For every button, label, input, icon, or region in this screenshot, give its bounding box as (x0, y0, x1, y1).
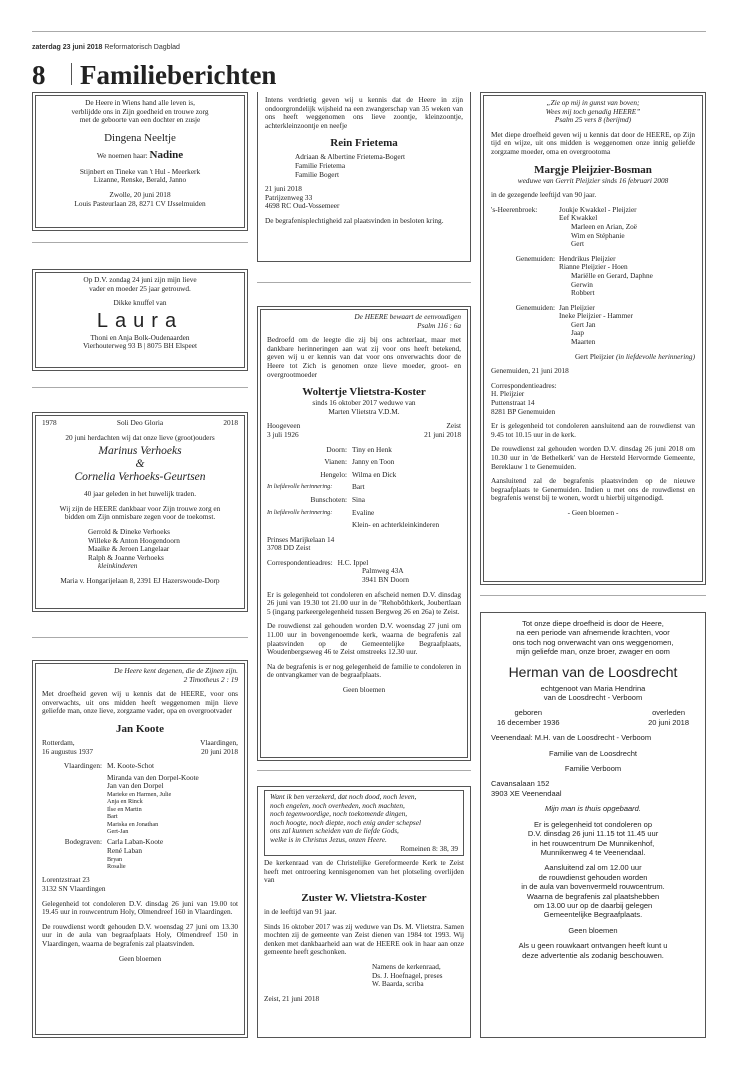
grandchild: Gert Jan (571, 319, 596, 329)
intro-line: De Heere in Wiens hand alle leven is, (85, 98, 195, 107)
grandchildren: kleinkinderen (98, 561, 138, 571)
family-member: Hendrikus Pleijzier (559, 253, 616, 263)
parents: Thoni en Anja Bolk-Oudenaarden (90, 332, 190, 342)
family-location: Hengelo: (320, 469, 347, 479)
family-member: Evaline (352, 507, 375, 517)
grandchild: Mariska en Jonathan (107, 820, 159, 828)
spouse-name: Cornelia Verhoeks-Geurtsen (74, 471, 206, 484)
correspondence-address: 3941 BN Doorn (362, 575, 410, 585)
family-location: Bodegraven: (64, 837, 102, 847)
grandchild: Anja en Rinck (107, 798, 143, 806)
condolence-line: D.V. dinsdag 26 juni 11.15 tot 11.45 uur (527, 829, 659, 839)
age: in de leeftijd van 91 jaar. (264, 906, 337, 916)
condolence-info: Er is gelegenheid tot condoleren en afscheid nemen D.V. dinsdag 26 juni van 19.30 tot 21.00 uur in de "Rehobôthkerk, Joubertlaan 5 (ingang parkeergelegenheid tussen Bergweg 26 en 26a) te Zeist. (267, 589, 461, 616)
condolence-line: Munnikenweg 4 te Veenendaal. (540, 847, 646, 857)
anniversary-announcement (32, 269, 248, 371)
wedding-anniversary-announcement (32, 412, 248, 612)
grandchild: Rosalie (107, 862, 126, 870)
death-notice-margje-pleijzier (480, 92, 706, 585)
verse-line: ons zal kunnen scheiden van de liefde Gods, (270, 826, 399, 836)
grandchildren: Klein- en achterkleinkinderen (352, 520, 440, 530)
memory-label: In liefdevolle herinnering: (267, 483, 333, 491)
verse-line: noch hoogte, noch diepte, noch enig ander schepsel (270, 817, 421, 827)
bible-verse: De Heere kent degenen, die de Zijnen zijn. (114, 666, 238, 675)
page-number-divider (71, 63, 72, 85)
family-member: Wilma en Dick (352, 469, 397, 479)
grandchild: Jaap (571, 328, 584, 338)
intro-line: verblijdde ons in Zijn goedheid en trouwe zorg (71, 106, 209, 116)
correspondence-address: 8281 BP Genemuiden (491, 406, 556, 416)
grandchild: Gert (571, 239, 584, 249)
deceased-name: Jan Koote (116, 722, 164, 735)
memory-label: In liefdevolle herinnering: (267, 508, 333, 516)
birth-label: geboren (514, 708, 543, 718)
family-member: Familie Frietema (295, 160, 346, 170)
funeral-line: in de aula van bovenvermeld rouwcentrum. (521, 882, 665, 892)
address: Prinses Marijkelaan 14 (267, 534, 335, 544)
flowers-note: Geen bloemen (342, 685, 386, 694)
family-location: 's-Heerenbroek: (491, 204, 538, 214)
year-to: 2018 (223, 418, 238, 427)
funeral-info: De rouwdienst zal gehouden worden D.V. woensdag 27 juni om 11.00 uur in bovengenoemde kerk, waarna de begrafenis zal plaatsvinden op de Gemeentelijke Begraafplaats, Woudenbergseweg 46 te Zeist omstreeks 12.30 uur. (267, 621, 461, 657)
family-member: Willeke & Anton Hoogendoorn (88, 535, 180, 545)
birth-date: 3 juli 1926 (267, 429, 299, 439)
address: Louis Pasteurlaan 28, 8271 CV IJsselmuiden (74, 198, 206, 208)
spouse-name: van de Loosdrecht - Verboom (543, 693, 643, 703)
address: 4698 RC Oud-Vossemeer (265, 201, 340, 211)
death-date: 21 juni 2018 (424, 429, 461, 439)
death-notice-herman-van-de-loosdrecht (480, 612, 706, 1038)
verse-reference: Psalm 116 : 6a (417, 320, 461, 330)
lying-in-state-note: Mijn man is thuis opgebaard. (545, 804, 641, 814)
deceased-name: Rein Frietema (330, 137, 398, 150)
flowers-note: Geen bloemen (118, 953, 162, 963)
bible-verse: De HEERE bewaart de eenvoudigen (354, 312, 461, 321)
death-notice-rein-frietema (257, 92, 471, 262)
signature-line: Ds. J. Hoefnagel, preses (372, 970, 443, 980)
ampersand: & (135, 458, 145, 471)
text-line: Dikke knuffel van (113, 298, 167, 308)
year-from: 1978 (42, 418, 57, 427)
correspondence-label: Correspondentieadres: (491, 380, 557, 390)
family-member: Eef Kwakkel (559, 213, 598, 223)
family-member: Bart (352, 482, 365, 492)
funeral-line: Waarna de begrafenis zal plaatshebben (526, 891, 660, 901)
announcement-text: Met droefheid geven wij u kennis dat de HEERE, voor ons onverwachts, uit ons midden heeft weggenomen mijn lieve geliefde man, onze lieve, zorgzame vader, opa en overgrootvader (42, 689, 238, 716)
text-line: Wij zijn de HEERE dankbaar voor Zijn trouwe zorg en (59, 503, 221, 513)
intro-line: ons toch nog onverwacht van ons weggenomen, (512, 637, 674, 647)
family-member: Jan van den Dorpel (107, 781, 164, 791)
verse-line: Want ik ben verzekerd, dat noch dood, noch leven, (270, 792, 417, 801)
death-notice-jan-koote (32, 660, 248, 1038)
flowers-note: - Geen bloemen - (567, 507, 619, 517)
place-date: Zwolle, 20 juni 2018 (109, 189, 171, 199)
widow-of: weduwe van Gerrit Pleijzier sinds 16 februari 2008 (517, 175, 669, 185)
verse-line: noch tegenwoordige, noch toekomende dingen, (270, 809, 408, 819)
date-header: zaterdag 23 juni 2018 Reformatorisch Dagblad (32, 44, 180, 51)
late-husband: Marten Vlietstra V.D.M. (328, 406, 400, 416)
death-label: overleden (652, 708, 686, 718)
signature-line: W. Baarda, scriba (372, 979, 424, 989)
burial-info: Aansluitend zal de begrafenis plaatsvinden op de nieuwe begraafplaats te Genemuiden. Indien u met ons de rouwdienst en begrafenis wenst bij te wonen, wordt u hierbij uitgenodigd. (491, 476, 695, 503)
correspondence-address: Palmweg 43A (362, 566, 404, 576)
grandchild: Wim en Stéphanie (571, 230, 625, 240)
address: 3903 XE Veenendaal (491, 788, 562, 798)
family-member: Rianne Pleijzier - Hoen (559, 262, 628, 272)
separator (32, 387, 248, 388)
address: Patrijzenweg 33 (265, 192, 313, 202)
deceased-name: Herman van de Loosdrecht (508, 663, 678, 680)
family-member: Sina (352, 494, 365, 504)
address: Cavansalaan 152 (491, 779, 550, 789)
family-member: Familie van de Loosdrecht (549, 748, 637, 758)
funeral-info: De rouwdienst wordt gehouden D.V. woensdag 27 juni om 13.30 uur in de aula van begraafplaats Holy, Olmendreef 150 in Vlaardingen, waarna de begrafenis zal plaatsvinden. (42, 921, 238, 948)
family-member: M. Koote-Schot (107, 761, 155, 771)
death-place: Vlaardingen, (200, 737, 238, 747)
correspondence-name: H.C. Ippel (337, 557, 369, 567)
address: Vierhouterweg 93 B | 8075 BH Elspeet (82, 341, 198, 351)
address: Maria v. Hongarijelaan 8, 2391 EJ Hazerswoude-Dorp (60, 575, 220, 585)
grandchild: Mariëlle en Gerard, Daphne (571, 270, 653, 280)
birth-date: 16 augustus 1937 (42, 746, 94, 756)
announcement-text: Intens verdrietig geven wij u kennis dat de Heere in zijn ondoorgrondelijk wijsheid na een zwangerschap van 35 weken van ons heeft weggenomen ons lieve zoontje, kleinzoontje, achterkleinzoontje en neefje (265, 95, 463, 130)
intro-line: na een periode van afnemende krachten, voor (516, 628, 670, 638)
handwritten-signature: Laura (96, 309, 184, 332)
closing-line: deze advertentie als zodanig beschouwen. (522, 950, 664, 960)
condolence-line: Er is gelegenheid tot condoleren op (533, 819, 652, 829)
text-line: 40 jaar geleden in het huwelijk traden. (83, 489, 197, 499)
correspondence-address: Puttenstraat 14 (491, 398, 535, 408)
family-location: Vlaardingen: (63, 761, 102, 771)
family-member: Familie Verboom (564, 764, 622, 774)
closing-line: Als u geen rouwkaart ontvangen heeft kunt u (518, 941, 668, 951)
separator (257, 770, 471, 771)
age: in de gezegende leeftijd van 90 jaar. (491, 190, 597, 200)
grandchild: Gert-Jan (107, 827, 129, 835)
family-member: René Laban (107, 845, 143, 855)
announcement-text: Bedroefd om de leegte die zij bij ons achterlaat, maar met dankbare herinneringen aan wat zij voor ons heeft betekend, geven wij u er kennis van dat voor ons onverwachts door de Heere tot Zich is genomen onze lieve moeder, groot- en overgrootmoeder (267, 335, 461, 379)
family-location: Doorn: (326, 444, 347, 454)
family-member: Maaike & Jeroen Langelaar (88, 544, 170, 554)
deceased-name: Zuster W. Vlietstra-Koster (301, 891, 427, 904)
verse-line: noch engelen, noch overheden, noch machten, (270, 800, 405, 810)
text-line: bidden om Zijn onmisbare zegen voor de toekomst. (64, 512, 216, 522)
family-member: Ineke Pleijzier - Hammer (559, 311, 633, 321)
family-member: Jan Pleijzier (559, 302, 595, 312)
church-council-notice (257, 786, 471, 1038)
grandchild: Bryan (107, 855, 123, 863)
deceased-name: Woltertje Vlietstra-Koster (302, 386, 426, 399)
widow-of: sinds 16 oktober 2017 weduwe van (312, 398, 416, 408)
deceased-name: Margje Pleijzier-Bosman (534, 163, 652, 176)
flowers-note: Geen bloemen (568, 925, 618, 935)
section-title: Familieberichten (80, 60, 277, 90)
siblings: Lizanne, Renske, Berald, Janno (93, 175, 187, 185)
text-line: vader en moeder 25 jaar getrouwd. (89, 283, 191, 293)
text-line: Op D.V. zondag 24 juni zijn mijn lieve (83, 275, 197, 284)
announcement-text: De kerkenraad van de Christelijke Gereformeerde Kerk te Zeist heeft met ontroering kennisgenomen van het plotseling overlijden van (264, 858, 464, 885)
family-location: Genemuiden: (515, 302, 555, 312)
date: 21 juni 2018 (265, 184, 302, 194)
signature-line: Namens de kerkenraad, (372, 961, 441, 971)
grandchild: Ilse en Martin (107, 805, 142, 813)
intro-line: met de geboorte van een dochter en zusje (79, 115, 201, 125)
text-line: 20 juni herdachten wij dat onze lieve (groot)ouders (65, 432, 215, 442)
birth-place: Rotterdam, (42, 737, 75, 747)
funeral-line: Aansluitend zal om 12.00 uur (544, 863, 642, 873)
separator (32, 242, 248, 243)
birth-announcement (32, 92, 248, 231)
spouse-of: echtgenoot van Maria Hendrina (540, 683, 646, 693)
family-location: Bunschoten: (310, 494, 347, 504)
separator (480, 595, 706, 596)
verse-line: Wees mij toch genadig HEERE” (545, 106, 641, 116)
parents: Stijnbert en Tineke van 't Hul - Meerkerk (79, 166, 201, 176)
condolence-line: in het rouwcentrum De Munnikenhof, (531, 838, 655, 848)
family-location: Genemuiden: (515, 253, 555, 263)
family-member: Tiny en Henk (352, 444, 392, 454)
grandchild: Marieke en Harmen, Julie (107, 790, 172, 798)
family-member: Gerrold & Dineke Verhoeks (88, 526, 170, 536)
separator (32, 637, 248, 638)
in-memory: Gert Pleijzier (in liefdevolle herinnering) (575, 351, 695, 361)
verse-reference: Romeinen 8: 38, 39 (400, 843, 458, 853)
family-location: Vianen: (324, 457, 347, 467)
after-funeral-note: Na de begrafenis is er nog gelegenheid de familie te condoleren in de ontvangkamer van de begraafplaats. (267, 661, 461, 680)
family-member: Ralph & Joanne Verhoeks (88, 552, 164, 562)
address: 3708 DD Zeist (267, 543, 311, 553)
death-notice-woltertje-vlietstra (257, 306, 471, 761)
grandchild: Robbert (571, 288, 595, 298)
grandchild: Marleen en Arian, Zoë (571, 221, 638, 231)
birth-date: 16 december 1936 (497, 717, 560, 727)
motto: Soli Deo Gloria (116, 418, 164, 427)
funeral-info: De rouwdienst zal gehouden worden D.V. dinsdag 26 juni 2018 om 10.30 uur in 'de Bethelkerk' van de Hersteld Hervormde Gemeente, Bereklauw 1 te Genemuiden. (491, 444, 695, 471)
correspondence-address: H. Pleijzier (491, 389, 525, 399)
place-date: Zeist, 21 juni 2018 (264, 993, 320, 1003)
body-text: Sinds 16 oktober 2017 was zij weduwe van Ds. M. Vlietstra. Samen mochten zij de gemeente van Zeist dienen van 1984 tot 1993. Wij denken met dankbaarheid aan wat de HEERE ook in haar aan onze gemeente heeft geschonken. (264, 921, 464, 957)
page-number: 8 (32, 60, 46, 90)
funeral-line: om 13.00 uur op de daarbij gelegen (533, 900, 653, 910)
funeral-info: De begrafenisplechtigheid zal plaatsvinden in besloten kring. (265, 215, 444, 225)
birth-place: Hoogeveen (267, 421, 301, 431)
announcement-text: Met diepe droefheid geven wij u kennis dat door de HEERE, op Zijn tijd en wijze, uit ons midden is weggenomen onze innig geliefde zorgzame moeder, oma en overgrootoma (491, 129, 695, 156)
death-place: Zeist (446, 421, 461, 431)
child-name: Dingena Neeltje (104, 131, 176, 144)
family-member: Adriaan & Albertine Frietema-Bogert (295, 152, 406, 162)
family-member: Miranda van den Dorpel-Koote (107, 772, 199, 782)
call-name: We noemen haar: Nadine (96, 148, 184, 161)
family-member: Janny en Toon (352, 457, 395, 467)
header-rule (32, 31, 706, 32)
verse-line: „Zie op mij in gunst van boven; (546, 98, 640, 107)
grandchild: Gerwin (571, 279, 593, 289)
condolence-info: Er is gelegenheid tot condoleren aansluitend aan de rouwdienst van 9.45 tot 10.15 uur in de kerk. (491, 421, 695, 439)
grandchild: Bart (107, 813, 118, 821)
separator (257, 282, 471, 283)
funeral-line: de rouwdienst gehouden worden (538, 872, 648, 882)
spouse-name: Marinus Verhoeks (98, 445, 182, 458)
family-member: Joukje Kwakkel - Pleijzier (559, 204, 637, 214)
verse-reference: Psalm 25 vers 8 (berijmd) (554, 115, 632, 125)
family-member: Veenendaal: M.H. van de Loosdrecht - Verboom (491, 733, 652, 743)
verse-line: welke is in Christus Jezus, onzen Heere. (270, 834, 387, 844)
condolence-info: Gelegenheid tot condoleren D.V. dinsdag 26 juni van 19.00 tot 19.45 uur in rouwcentrum Holy, Olmendreef 160 in Vlaardingen. (42, 898, 238, 917)
death-date: 20 juni 2018 (648, 717, 689, 727)
intro-line: Tot onze diepe droefheid is door de Heere, (522, 619, 664, 628)
family-member: Carla Laban-Koote (107, 837, 164, 847)
address: Lorentzstraat 23 (42, 875, 90, 885)
family-member: Familie Bogert (295, 169, 339, 179)
verse-reference: 2 Timotheus 2 : 19 (183, 674, 238, 684)
grandchild: Maarten (571, 337, 596, 347)
place-date: Genemuiden, 21 juni 2018 (491, 366, 569, 376)
correspondence-label: Correspondentieadres: (267, 557, 333, 567)
address: 3132 SN Vlaardingen (42, 883, 106, 893)
funeral-line: Gemeentelijke Begraafplaats. (543, 910, 643, 920)
intro-line: mijn geliefde man, onze broer, zwager en oom (516, 647, 670, 657)
death-date: 20 juni 2018 (201, 746, 238, 756)
